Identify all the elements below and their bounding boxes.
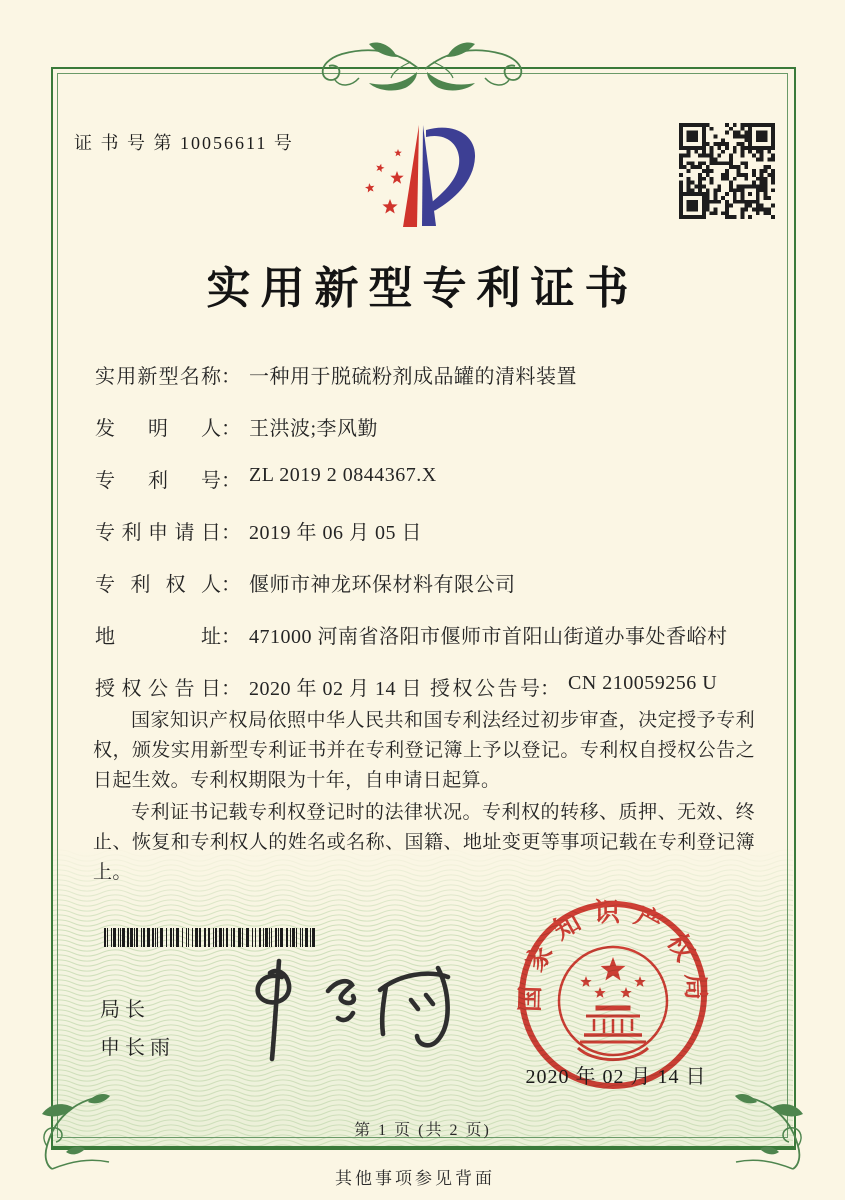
- field-label: 专利权人: [95, 574, 221, 596]
- field-grant-number: 授权公告号 ： CN 210059256 U: [430, 672, 718, 700]
- cnipa-logo-icon: [356, 122, 486, 237]
- grant-number-value: CN 210059256 U: [568, 672, 718, 694]
- legal-paragraph-1: 国家知识产权局依照中华人民共和国专利法经过初步审查，决定授予专利权，颁发实用新型专利证书并在专利登记簿上予以登记。专利权自授权公告之日起生效。专利权期限为十年，自申请日起算。: [93, 710, 755, 791]
- field-label: 专利申请日: [95, 522, 221, 544]
- national-emblem-icon: [559, 947, 667, 1060]
- page-number: 第 1 页 (共 2 页): [354, 1122, 491, 1139]
- field-row-utility-model-name: 实用新型名称 ： 一种用于脱硫粉剂成品罐的清料装置: [95, 360, 755, 412]
- legal-paragraph-2: 专利证书记载专利权登记时的法律状况。专利权的转移、质押、无效、终止、恢复和专利权人的姓名或名称、国籍、地址变更等事项记载在专利登记簿上。: [93, 802, 755, 883]
- director-name: 申长雨: [100, 1037, 175, 1059]
- director-signature: [232, 955, 472, 1067]
- seal-text: 国家知识产权局: [516, 898, 710, 1013]
- svg-text:国家知识产权局: [516, 898, 710, 1012]
- top-flourish-ornament: [297, 38, 547, 100]
- field-label: 授权公告号: [430, 678, 540, 700]
- inventor-value: 王洪波;李风勤: [249, 418, 379, 440]
- field-label: 发明人: [95, 418, 221, 440]
- field-label: 实用新型名称: [95, 366, 221, 388]
- patentee-value: 偃师市神龙环保材料有限公司: [249, 574, 516, 596]
- field-row-patent-number: 专利号 ： ZL 2019 2 0844367.X: [95, 464, 437, 492]
- director-title: 局长: [100, 999, 150, 1021]
- barcode-icon: [104, 928, 320, 947]
- field-label: 授权公告日: [95, 678, 221, 700]
- field-row-patentee: 专利权人 ： 偃师市神龙环保材料有限公司: [95, 568, 755, 620]
- patent-number-value: ZL 2019 2 0844367.X: [249, 464, 437, 486]
- grant-date-value: 2020 年 02 月 14 日: [249, 678, 422, 700]
- field-list: [95, 360, 755, 724]
- qr-code-icon: [679, 123, 775, 219]
- legal-text-block: [93, 706, 755, 890]
- field-row-address: 地址 ： 471000 河南省洛阳市偃师市首阳山街道办事处香峪村: [95, 620, 755, 672]
- address-value: 471000 河南省洛阳市偃师市首阳山街道办事处香峪村: [249, 626, 728, 648]
- field-row-filing-date: 专利申请日 ： 2019 年 06 月 05 日: [95, 516, 755, 568]
- field-label: 地址: [95, 626, 221, 648]
- filing-date-value: 2019 年 06 月 05 日: [249, 522, 422, 544]
- field-row-grant-date: 授权公告日 ： 2020 年 02 月 14 日 授权公告号 ： CN 210059256 U: [95, 672, 718, 700]
- certificate-title: 实用新型专利证书: [206, 264, 639, 313]
- back-side-note: 其他事项参见背面: [335, 1169, 495, 1188]
- certificate-number: 证 书 号 第 10056611 号: [74, 133, 294, 153]
- utility-model-name-value: 一种用于脱硫粉剂成品罐的清料装置: [249, 366, 577, 388]
- logo-stars-icon: [365, 149, 404, 214]
- field-label: 专利号: [95, 470, 221, 492]
- seal-date: 2020 年 02 月 14 日: [525, 1066, 707, 1088]
- field-row-inventor: 发明人 ： 王洪波;李风勤: [95, 412, 755, 464]
